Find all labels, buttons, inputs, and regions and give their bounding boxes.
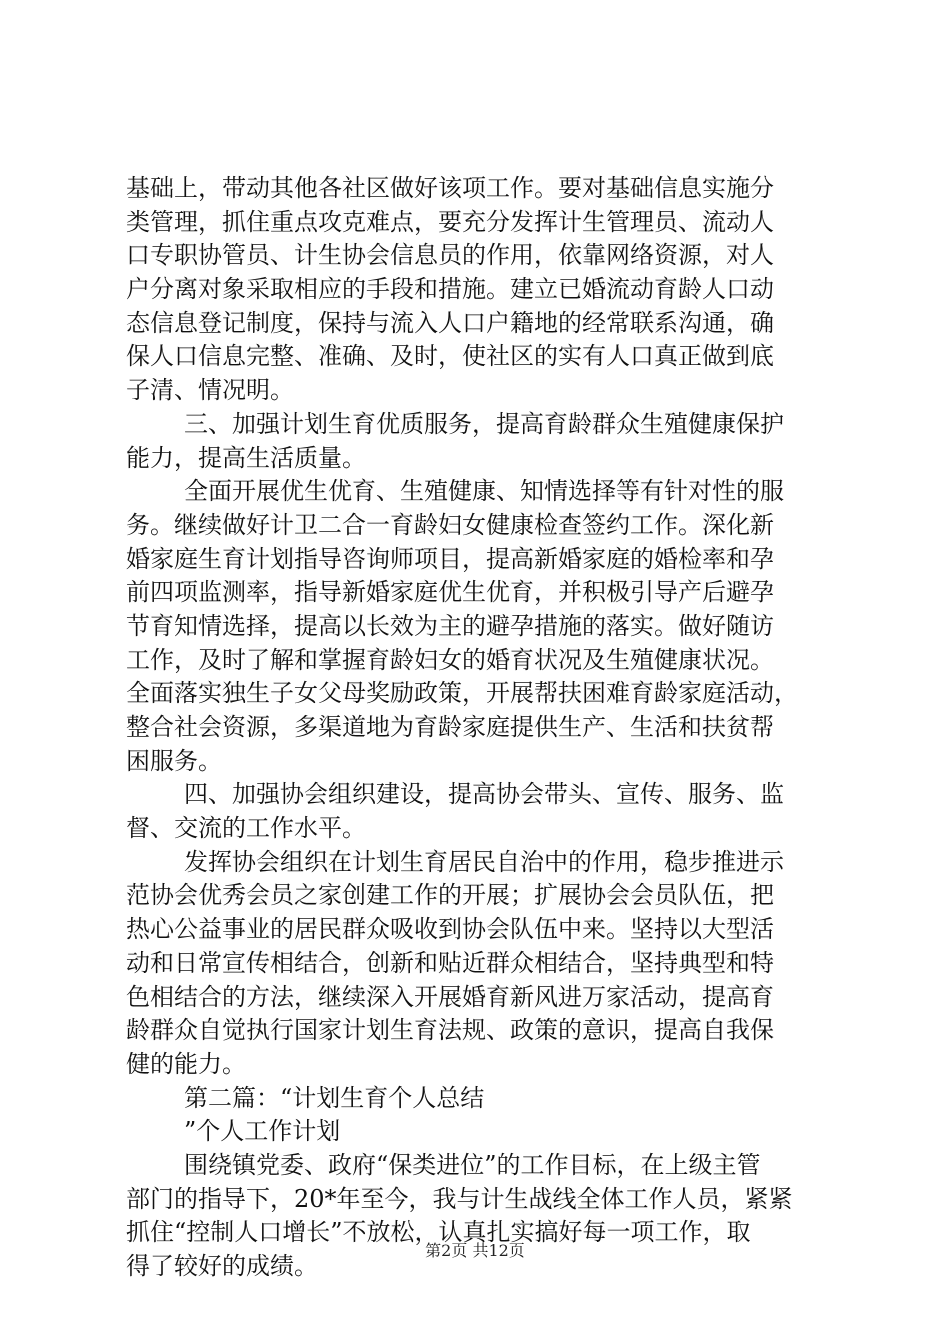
text-line: 热心公益事业的居民群众吸收到协会队伍中来。坚持以大型活 [126, 915, 774, 944]
text-line: 前四项监测率，指导新婚家庭优生优育，并积极引导产后避孕 [126, 578, 774, 607]
page-number-footer: 第2页 共12页 [425, 1241, 525, 1260]
text-line: 保人口信息完整、准确、及时，使社区的实有人口真正做到底 [126, 342, 774, 371]
text-line: 发挥协会组织在计划生育居民自治中的作用，稳步推进示 [184, 847, 784, 876]
text-line: 健的能力。 [126, 1049, 246, 1078]
text-line: 三、加强计划生育优质服务，提高育龄群众生殖健康保护 [184, 409, 784, 438]
text-line: 抓住“控制人口增长”不放松，认真扎实搞好每一项工作，取 [126, 1218, 751, 1247]
text-line: 类管理，抓住重点攻克难点，要充分发挥计生管理员、流动人 [126, 207, 774, 236]
text-line: 基础上，带动其他各社区做好该项工作。要对基础信息实施分 [126, 174, 774, 202]
text-line: 部门的指导下，20*年至今，我与计生战线全体工作人员，紧紧 [126, 1184, 793, 1213]
text-line: 全面落实独生子女父母奖励政策，开展帮扶困难育龄家庭活动， [126, 679, 798, 708]
text-line: 子清、情况明。 [126, 376, 294, 405]
text-line: 四、加强协会组织建设，提高协会带头、宣传、服务、监 [184, 780, 784, 809]
text-line: 务。继续做好计卫二合一育龄妇女健康检查签约工作。深化新 [126, 510, 774, 539]
text-line: 工作，及时了解和掌握育龄妇女的婚育状况及生殖健康状况。 [126, 645, 774, 674]
text-line: 态信息登记制度，保持与流入人口户籍地的经常联系沟通，确 [126, 308, 774, 337]
text-line: ”个人工作计划 [184, 1117, 341, 1146]
text-line: 口专职协管员、计生协会信息员的作用，依靠网络资源，对人 [126, 241, 774, 270]
text-line: 户分离对象采取相应的手段和措施。建立已婚流动育龄人口动 [126, 275, 774, 304]
text-line: 督、交流的工作水平。 [126, 814, 366, 843]
text-line: 色相结合的方法，继续深入开展婚育新风进万家活动，提高育 [126, 982, 774, 1011]
document-body [126, 172, 846, 1284]
text-line: 围绕镇党委、政府“保类进位”的工作目标，在上级主管 [184, 1150, 761, 1179]
text-line: 龄群众自觉执行国家计划生育法规、政策的意识，提高自我保 [126, 1016, 774, 1045]
text-line: 婚家庭生育计划指导咨询师项目，提高新婚家庭的婚检率和孕 [126, 544, 774, 573]
text-line: 范协会优秀会员之家创建工作的开展；扩展协会会员队伍，把 [126, 881, 774, 910]
text-line: 全面开展优生优育、生殖健康、知情选择等有针对性的服 [184, 477, 784, 506]
text-line: 节育知情选择，提高以长效为主的避孕措施的落实。做好随访 [126, 611, 774, 640]
text-line: 第二篇：“计划生育个人总结 [184, 1083, 485, 1112]
text-line: 动和日常宣传相结合，创新和贴近群众相结合，坚持典型和特 [126, 948, 774, 977]
text-line: 困服务。 [126, 746, 222, 775]
text-line: 得了较好的成绩。 [126, 1252, 318, 1280]
text-line: 能力，提高生活质量。 [126, 443, 366, 472]
text-line: 整合社会资源，多渠道地为育龄家庭提供生产、生活和扶贫帮 [126, 713, 774, 741]
